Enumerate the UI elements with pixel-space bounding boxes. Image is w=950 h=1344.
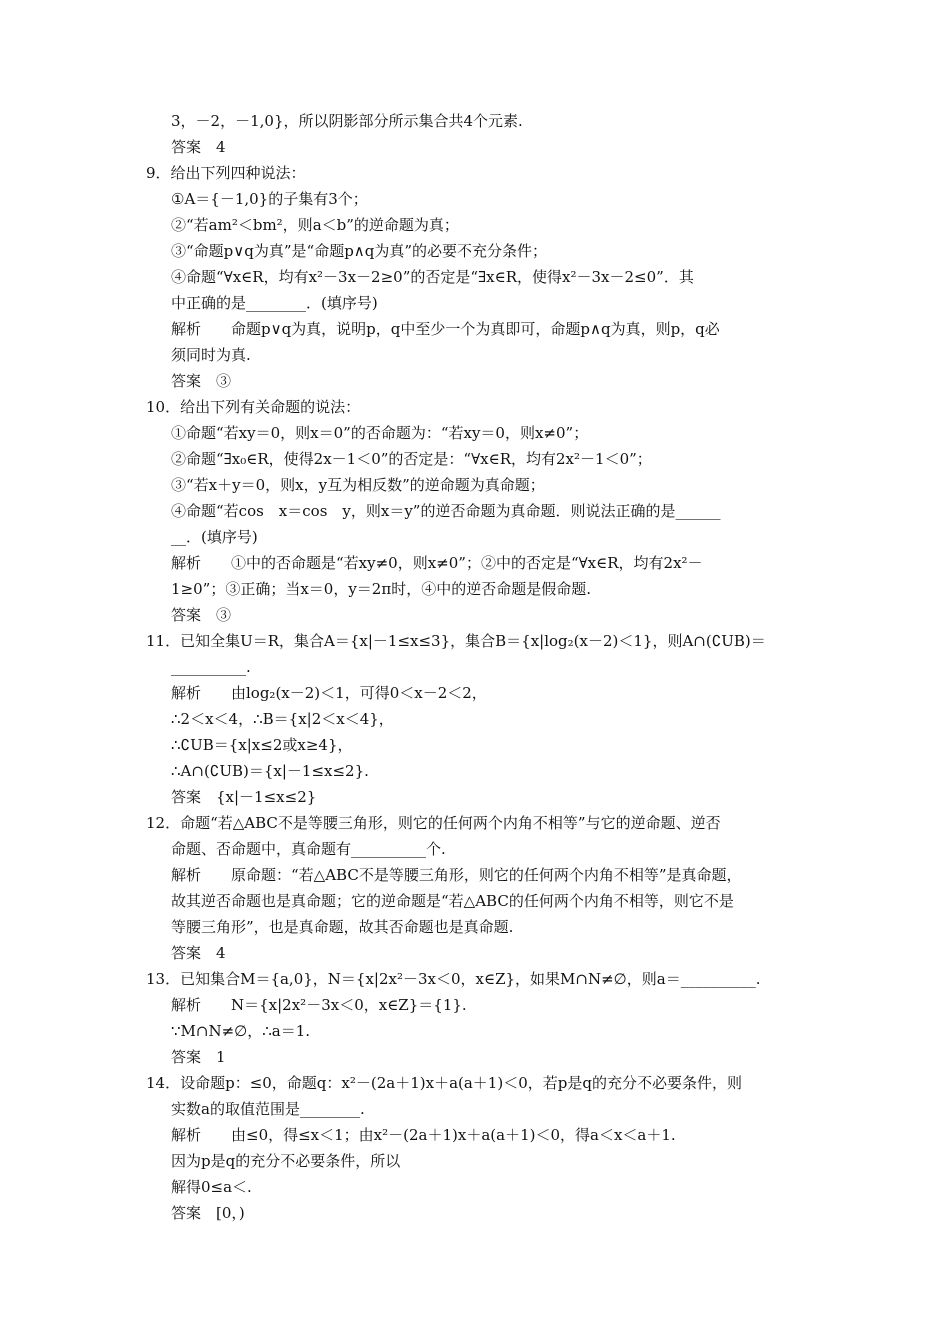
text-line: ④命题“若cos x＝cos y，则x＝y”的逆否命题为真命题．则说法正确的是______ — [171, 502, 721, 520]
text-line: 答案 ③ — [171, 606, 232, 624]
text-line: ④命题“∀x∈R，均有x²－3x－2≥0”的否定是“∃x∈R，使得x²－3x－2≤0”．其 — [171, 268, 694, 286]
text-line: 解析 命题p∨q为真，说明p，q中至少一个为真即可，命题p∧q为真，则p，q必 — [171, 320, 720, 338]
text-line: 中正确的是________．(填序号) — [171, 294, 378, 312]
text-line: 实数a的取值范围是________. — [171, 1100, 365, 1118]
text-line: 答案 {x|－1≤x≤2} — [171, 788, 317, 806]
text-line: ∵M∩N≠∅，∴a＝1. — [171, 1022, 311, 1040]
text-line: 解析 ①中的否命题是“若xy≠0，则x≠0”；②中的否定是“∀x∈R，均有2x²－ — [171, 554, 703, 572]
text-line: __________. — [171, 658, 251, 676]
text-line: 14．设命题p：≤0，命题q：x²－(2a＋1)x＋a(a＋1)＜0，若p是q的充分不必要条件，则 — [146, 1074, 742, 1092]
text-line: 须同时为真. — [171, 346, 251, 364]
text-line: 解析 N＝{x|2x²－3x＜0，x∈Z}＝{1}. — [171, 996, 467, 1014]
text-line: ③“若x＋y＝0，则x，y互为相反数”的逆命题为真命题； — [171, 476, 545, 494]
text-line: ①A＝{－1,0}的子集有3个； — [171, 190, 368, 208]
text-line: ∴∁UB＝{x|x≤2或x≥4}， — [171, 736, 353, 754]
text-line: 命题、否命题中，真命题有__________个. — [171, 840, 446, 858]
text-line: ②“若am²＜bm²，则a＜b”的逆命题为真； — [171, 216, 459, 234]
text-line: 11．已知全集U＝R，集合A＝{x|－1≤x≤3}，集合B＝{x|log₂(x－2)＜1}，则A∩(∁UB)＝ — [146, 632, 766, 650]
text-line: 10．给出下列有关命题的说法： — [146, 398, 361, 416]
text-line: 等腰三角形”，也是真命题，故其否命题也是真命题. — [171, 918, 514, 936]
text-line: 12．命题“若△ABC不是等腰三角形，则它的任何两个内角不相等”与它的逆命题、逆否 — [146, 814, 721, 832]
text-line: ③“命题p∨q为真”是“命题p∧q为真”的必要不充分条件； — [171, 242, 548, 260]
text-line: 1≥0”；③正确；当x＝0，y＝2π时，④中的逆否命题是假命题. — [171, 580, 591, 598]
text-line: 故其逆否命题也是真命题；它的逆命题是“若△ABC的任何两个内角不相等，则它不是 — [171, 892, 734, 910]
text-line: 解得0≤a＜. — [171, 1178, 252, 1196]
text-line: 答案 4 — [171, 138, 226, 156]
text-line: 解析 由log₂(x－2)＜1，可得0＜x－2＜2， — [171, 684, 487, 702]
text-line: 答案 [0，) — [171, 1204, 245, 1222]
text-line: ②命题“∃x₀∈R，使得2x－1＜0”的否定是：“∀x∈R，均有2x²－1＜0”； — [171, 450, 652, 468]
text-line: ∴2＜x＜4，∴B＝{x|2＜x＜4}， — [171, 710, 394, 728]
text-line: 解析 原命题：“若△ABC不是等腰三角形，则它的任何两个内角不相等”是真命题， — [171, 866, 742, 884]
text-line: 13．已知集合M＝{a,0}，N＝{x|2x²－3x＜0，x∈Z}，如果M∩N≠∅，则a＝__________. — [146, 970, 761, 988]
text-line: 答案 4 — [171, 944, 226, 962]
text-line: 9．给出下列四种说法： — [146, 164, 306, 182]
text-line: 解析 由≤0，得≤x＜1；由x²－(2a＋1)x＋a(a＋1)＜0，得a＜x＜a＋1. — [171, 1126, 676, 1144]
text-line: 答案 ③ — [171, 372, 232, 390]
text-line: 因为p是q的充分不必要条件，所以 — [171, 1152, 401, 1170]
text-line: 3，－2，－1,0}，所以阴影部分所示集合共4个元素. — [171, 112, 523, 130]
text-line: 答案 1 — [171, 1048, 226, 1066]
text-line: ∴A∩(∁UB)＝{x|－1≤x≤2}. — [171, 762, 369, 780]
text-line: ①命题“若xy＝0，则x＝0”的否命题为：“若xy＝0，则x≠0”； — [171, 424, 589, 442]
text-line: __．(填序号) — [171, 528, 258, 546]
